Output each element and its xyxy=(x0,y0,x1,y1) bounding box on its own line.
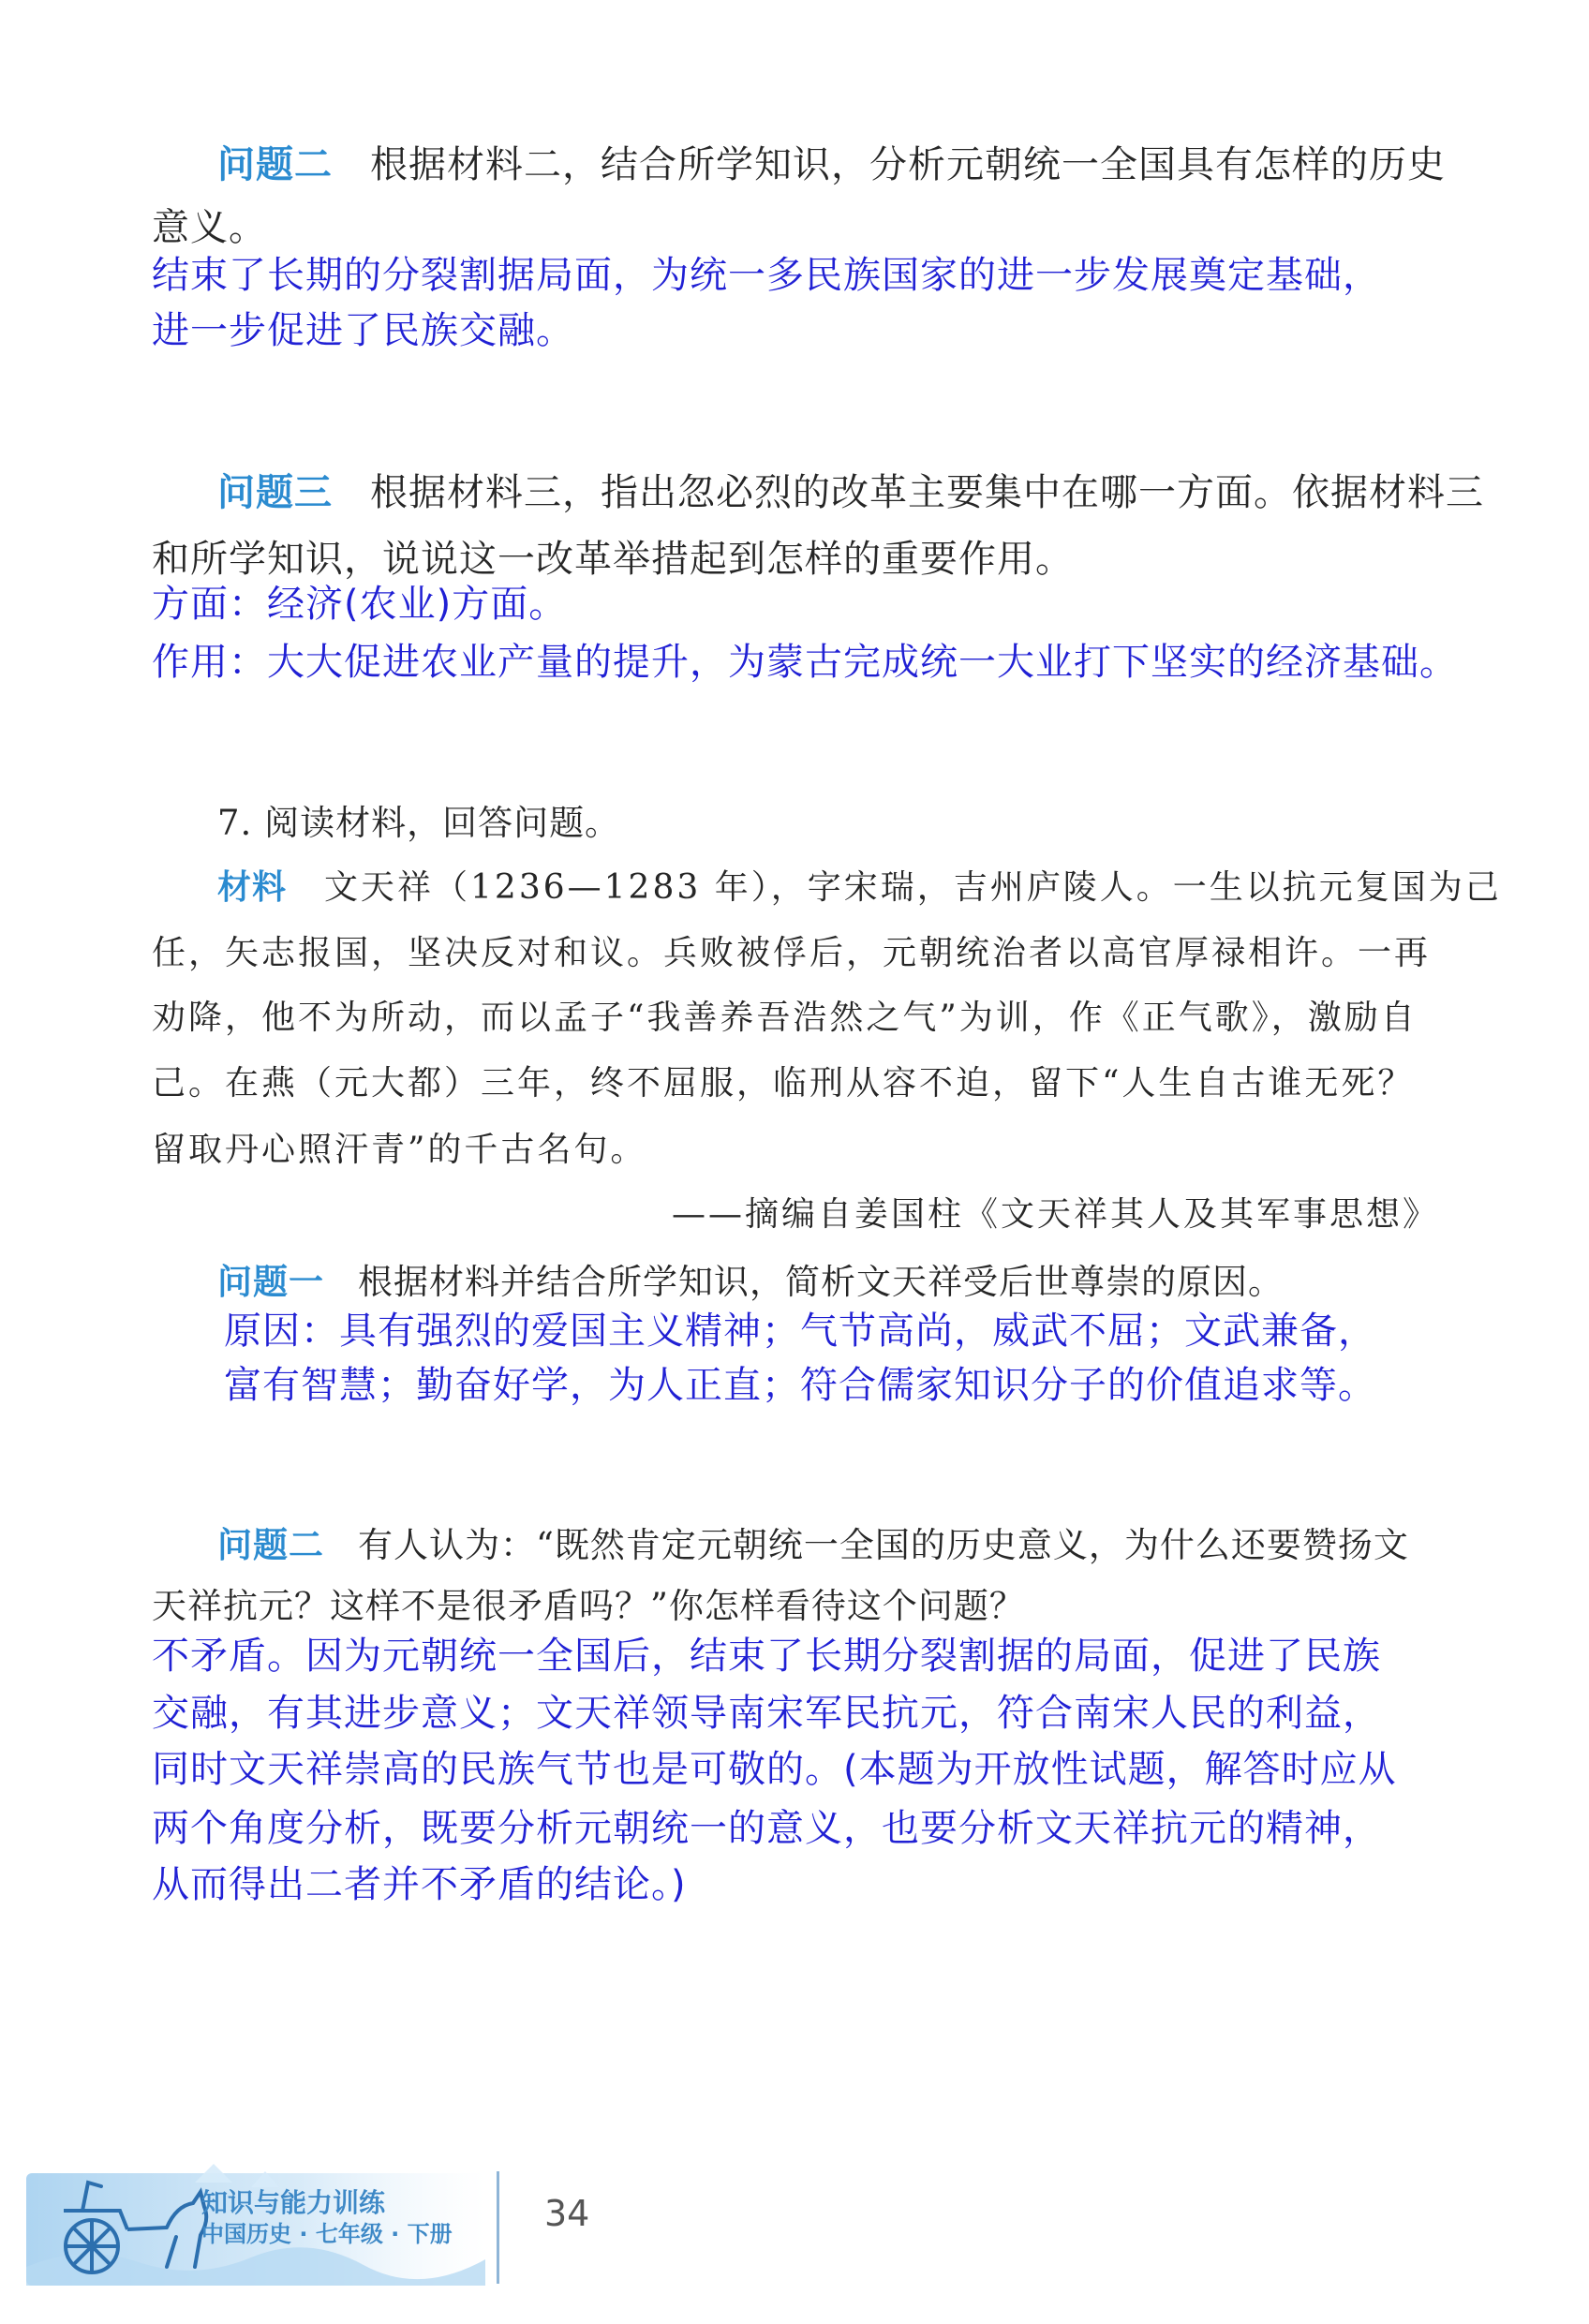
question-text: 根据材料并结合所学知识，简析文天祥受后世尊崇的原因。 xyxy=(358,1262,1284,1302)
q7-part2-prompt-line-2: 天祥抗元？这样不是很矛盾吗？”你怎样看待这个问题？ xyxy=(152,1586,1025,1626)
question-label: 问题三 xyxy=(217,470,333,514)
material-line-1 xyxy=(217,861,1502,913)
material-label: 材料 xyxy=(217,867,288,907)
q7-part2-answer-line-3: 同时文天祥崇高的民族气节也是可敬的。(本题为开放性试题，解答时应从 xyxy=(152,1748,1397,1791)
question-text: 根据材料二，结合所学知识，分析元朝统一全国具有怎样的历史 xyxy=(370,143,1446,186)
question-text: 根据材料三，指出忽必烈的改革主要集中在哪一方面。依据材料三 xyxy=(370,471,1484,514)
q6-part2-answer-line-1: 结束了长期的分裂割据局面，为统一多民族国家的进一步发展奠定基础， xyxy=(152,254,1381,297)
material-text: 文天祥（1236—1283 年），字宋瑞，吉州庐陵人。一生以抗元复国为己 xyxy=(324,868,1502,907)
footer-book-title: 中国历史 · 七年级 · 下册 xyxy=(201,2221,453,2247)
q6-part2-answer-line-2: 进一步促进了民族交融。 xyxy=(152,309,574,352)
q6-part3-prompt-line-2: 和所学知识，说说这一改革举措起到怎样的重要作用。 xyxy=(152,538,1074,581)
q6-part3-answer-line-2: 作用：大大促进农业产量的提升，为蒙古完成统一大业打下坚实的经济基础。 xyxy=(152,641,1458,684)
q7-part2-answer-line-2: 交融，有其进步意义；文天祥领导南宋军民抗元，符合南宋人民的利益， xyxy=(152,1692,1381,1735)
material-line-5: 留取丹心照汗青”的千古名句。 xyxy=(152,1131,647,1169)
material-source: ——摘编自姜国柱《文天祥其人及其军事思想》 xyxy=(671,1195,1439,1234)
q7-part1-answer-line-1: 原因：具有强烈的爱国主义精神；气节高尚，威武不屈；文武兼备， xyxy=(224,1310,1376,1353)
q7-part1-answer-line-2: 富有智慧；勤奋好学，为人正直；符合儒家知识分子的价值追求等。 xyxy=(224,1364,1376,1407)
q6-part2-prompt-line-1 xyxy=(217,139,1446,191)
q7-part2-answer-line-4: 两个角度分析，既要分析元朝统一的意义，也要分析文天祥抗元的精神， xyxy=(152,1807,1381,1850)
q7-part2-prompt-line-1 xyxy=(217,1518,1409,1571)
footer-divider xyxy=(497,2171,499,2284)
footer-series-title: 知识与能力训练 xyxy=(201,2187,386,2218)
q7-part1-prompt-line-1 xyxy=(217,1255,1284,1308)
page-number: 34 xyxy=(544,2193,590,2234)
material-line-3: 劝降，他不为所动，而以孟子“我善养吾浩然之气”为训，作《正气歌》，激励自 xyxy=(152,999,1418,1037)
q7-part2-answer-line-5: 从而得出二者并不矛盾的结论。) xyxy=(152,1863,687,1906)
q6-part3-prompt-line-1 xyxy=(217,466,1484,519)
q7-heading: 7. 阅读材料，回答问题。 xyxy=(217,803,621,843)
question-label: 问题二 xyxy=(217,142,333,186)
material-line-2: 任，矢志报国，坚决反对和议。兵败被俘后，元朝统治者以高官厚禄相许。一再 xyxy=(152,934,1432,972)
question-label: 问题二 xyxy=(217,1524,324,1565)
q6-part2-prompt-line-2: 意义。 xyxy=(152,206,267,249)
question-text: 有人认为：“既然肯定元朝统一全国的历史意义，为什么还要赞扬文 xyxy=(358,1525,1409,1565)
q7-part2-answer-line-1: 不矛盾。因为元朝统一全国后，结束了长期分裂割据的局面，促进了民族 xyxy=(152,1635,1381,1678)
question-label: 问题一 xyxy=(217,1261,324,1302)
material-line-4: 己。在燕（元大都）三年，终不屈服，临刑从容不迫，留下“人生自古谁无死？ xyxy=(152,1064,1415,1103)
q6-part3-answer-line-1: 方面：经济(农业)方面。 xyxy=(152,583,568,626)
